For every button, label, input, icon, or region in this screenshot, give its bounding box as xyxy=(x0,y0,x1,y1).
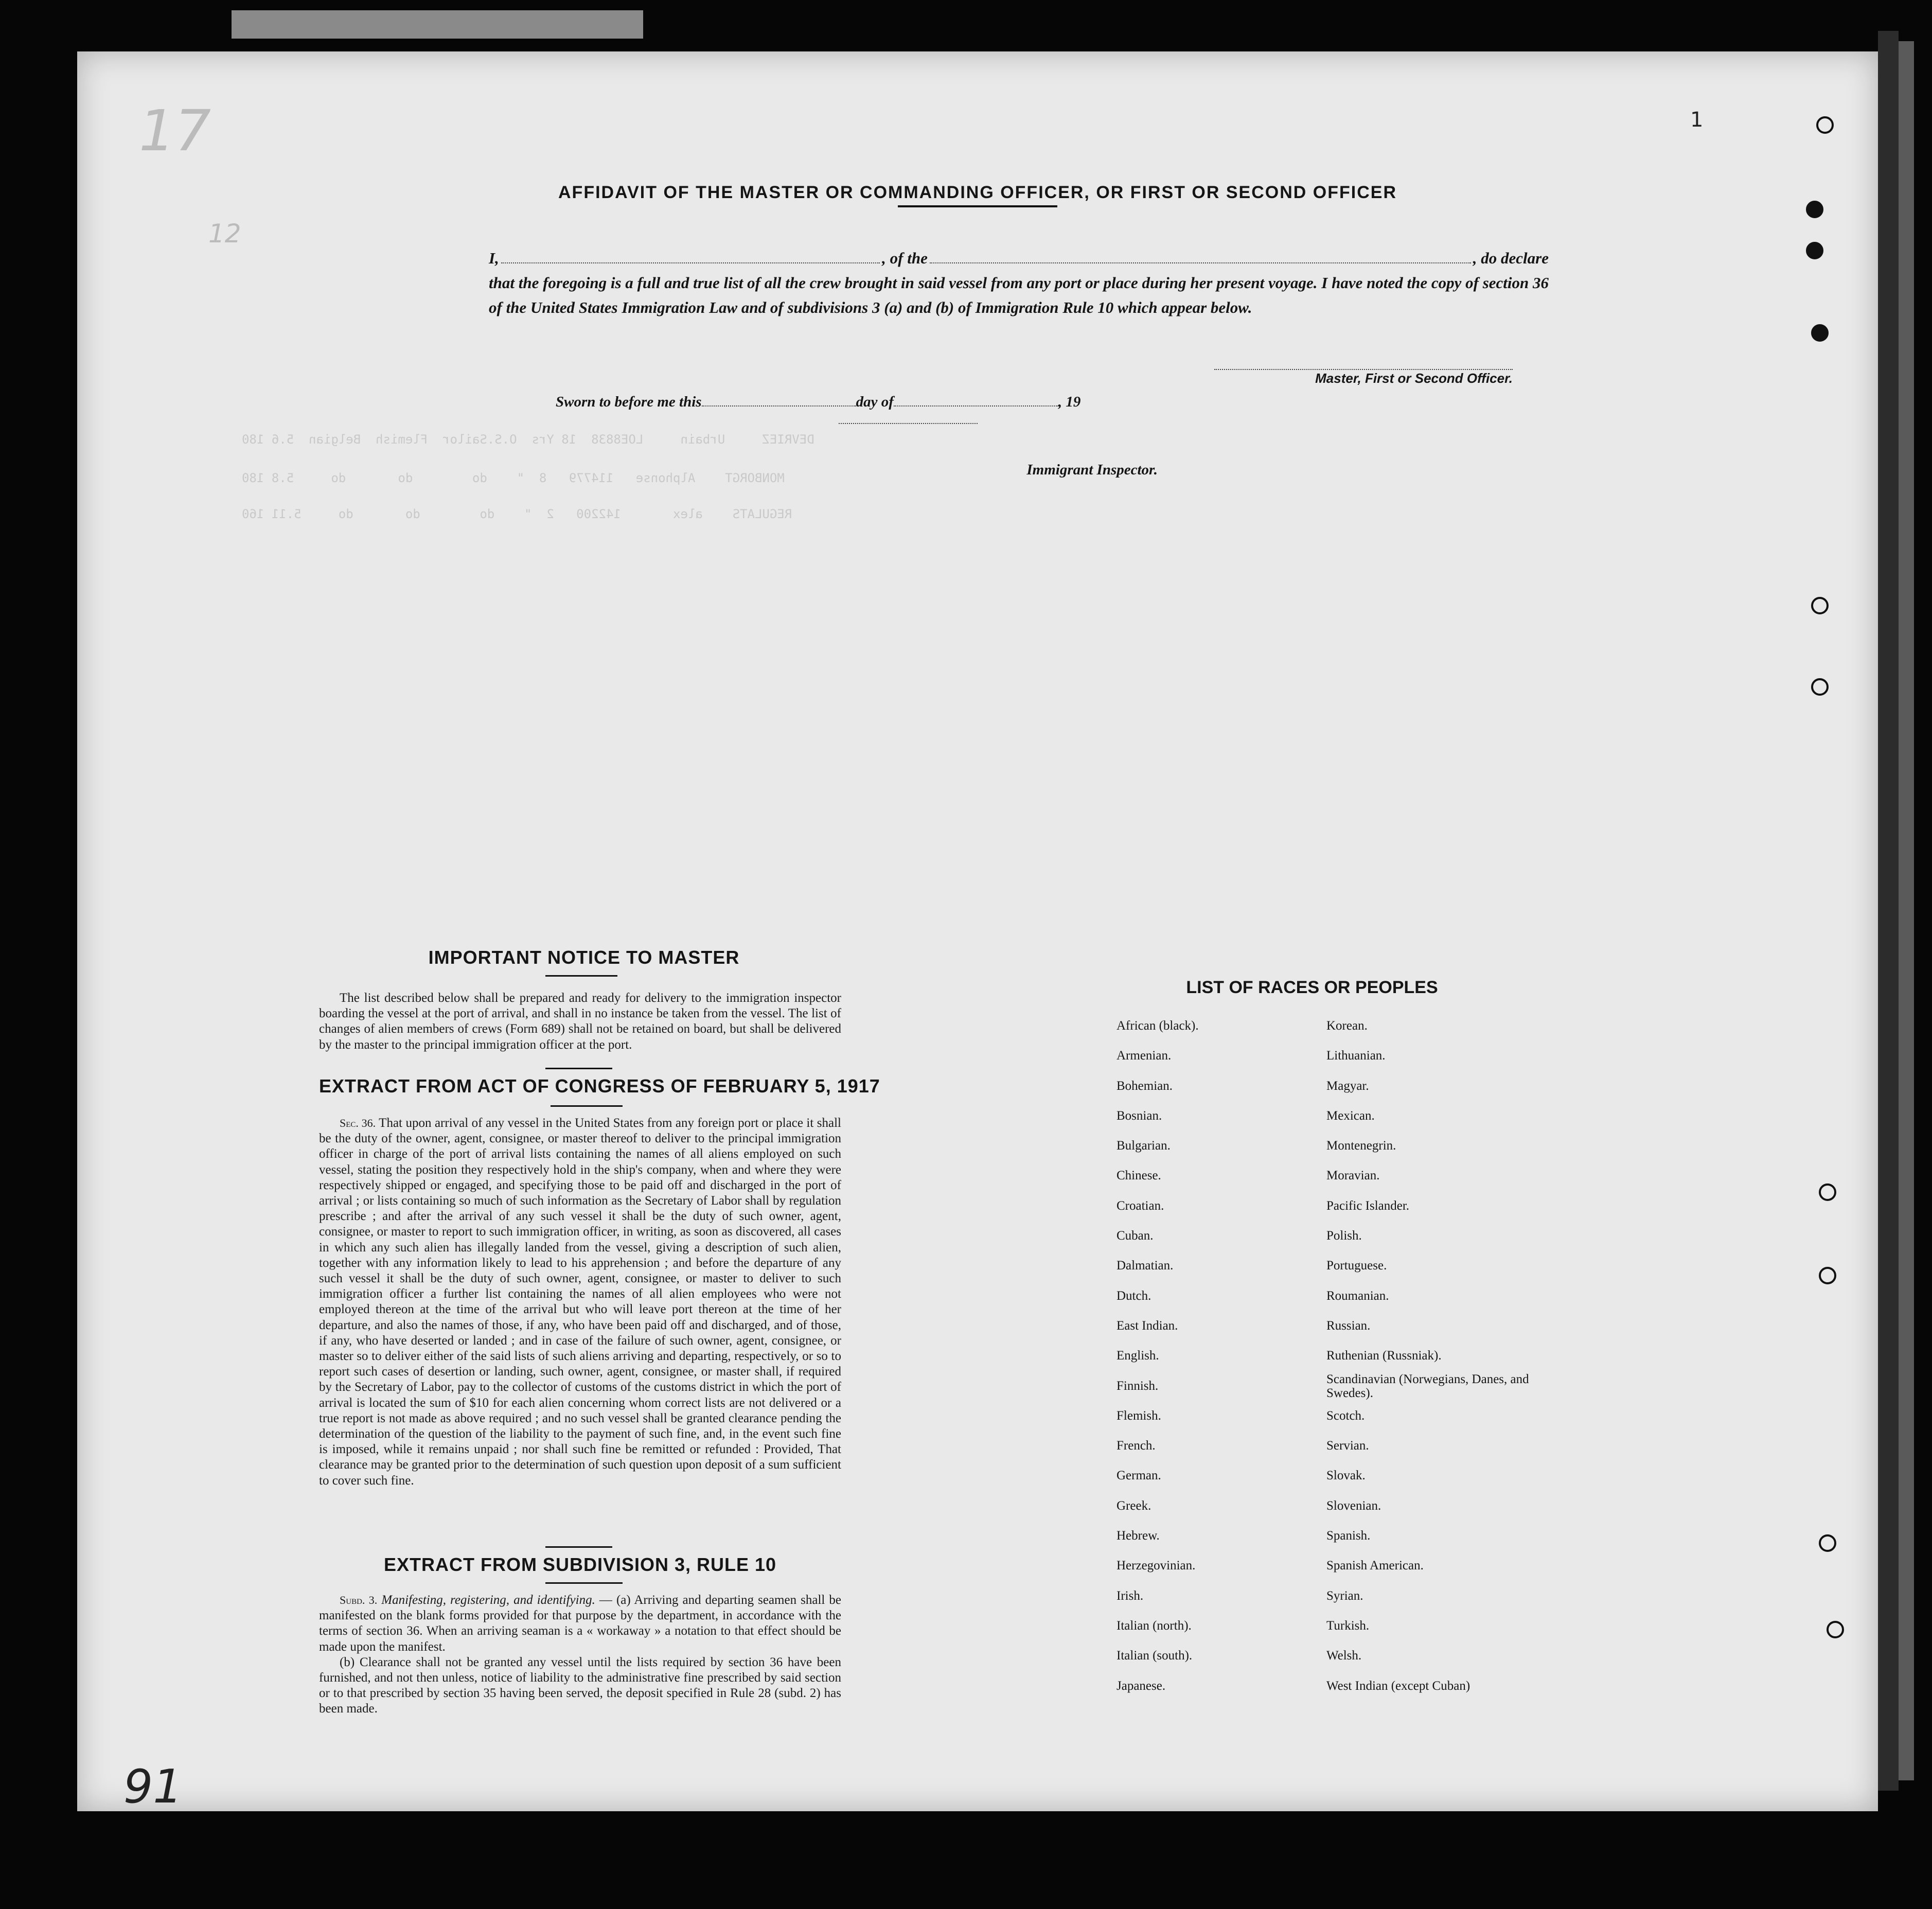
rule-title: EXTRACT FROM SUBDIVISION 3, RULE 10 xyxy=(383,1554,777,1575)
race-item: Bosnian. xyxy=(1116,1108,1162,1123)
master-signature-line[interactable] xyxy=(1214,369,1513,370)
race-item: Bohemian. xyxy=(1116,1079,1173,1093)
race-item: Chinese. xyxy=(1116,1169,1161,1183)
race-item: Roumanian. xyxy=(1326,1288,1389,1303)
affidavit-text: that the foregoing is a full and true list of all the crew brought in said vessel from any port or place during her present voyage. I have noted the copy of section 36 of the United States Immigration Law and of subdivisions 3 (a) and (b) of Immigration Rule 10 which appear below. xyxy=(489,274,1549,316)
race-item: Magyar. xyxy=(1326,1079,1369,1093)
races-left-column xyxy=(1116,1011,1333,1701)
binder-hole-icon xyxy=(1806,201,1823,218)
affidavit-line1-start: I, xyxy=(489,249,499,267)
page-edge xyxy=(1878,31,1899,1791)
affidavit-title: AFFIDAVIT OF THE MASTER OR COMMANDING OFFICER, OR FIRST OR SECOND OFFICER xyxy=(558,183,1397,202)
race-item: Montenegrin. xyxy=(1326,1139,1396,1153)
race-item: Armenian. xyxy=(1116,1049,1172,1063)
race-item: Cuban. xyxy=(1116,1229,1154,1243)
sworn-text-2: day of xyxy=(856,394,894,410)
binder-hole-icon xyxy=(1806,242,1823,259)
affidavit-line1-end: , do declare xyxy=(1473,249,1549,267)
binder-hole-icon xyxy=(1816,116,1834,134)
race-item: Dalmatian. xyxy=(1116,1259,1174,1273)
races-title: LIST OF RACES OR PEOPLES xyxy=(1186,978,1438,997)
race-item: Syrian. xyxy=(1326,1588,1363,1603)
section-label: Sec. 36. xyxy=(340,1117,376,1129)
divider xyxy=(545,1068,612,1069)
race-item: Servian. xyxy=(1326,1439,1369,1453)
binder-hole-icon xyxy=(1811,597,1829,614)
notice-paragraph: The list described below shall be prepared and ready for delivery to the immigration inspector boarding the vessel at the port of arrival, and shall in no instance be taken from the vessel. The list of changes of alien members of crews (Form 689) shall not be retained on board, but shall be delivered by the master to the principal immigration officer at the port. xyxy=(319,991,841,1052)
race-item: Moravian. xyxy=(1326,1169,1380,1183)
race-item: Lithuanian. xyxy=(1326,1049,1386,1063)
name-blank-field[interactable] xyxy=(501,249,880,263)
page-edge xyxy=(1899,41,1914,1780)
notice-title-underline xyxy=(545,975,617,977)
bleed-through-text: MONBORGT Alphonse 114779 8 " do do do 5.8 180 xyxy=(242,471,785,485)
race-item: Polish. xyxy=(1326,1229,1362,1243)
race-item: Dutch. xyxy=(1116,1288,1151,1303)
divider xyxy=(545,1546,612,1548)
act-title-underline xyxy=(551,1105,623,1107)
race-item: Flemish. xyxy=(1116,1408,1161,1423)
race-item: Scotch. xyxy=(1326,1408,1365,1423)
race-item: Spanish American. xyxy=(1326,1559,1424,1573)
act-title: EXTRACT FROM ACT OF CONGRESS OF FEBRUARY 5, 1917 xyxy=(319,1075,880,1097)
notice-title: IMPORTANT NOTICE TO MASTER xyxy=(428,947,740,968)
race-item: Bulgarian. xyxy=(1116,1139,1171,1153)
race-item: Portuguese. xyxy=(1326,1259,1387,1273)
race-item: West Indian (except Cuban) xyxy=(1326,1678,1470,1693)
rule-paragraph-b: (b) Clearance shall not be granted any vessel until the lists required by section 36 have been furnished, and not then unless, notice of liability to the administrative fine prescribed by said section or to that prescribed by section 35 having been served, the deposit specified in Rule 28 (subd. 2) has been made. xyxy=(319,1655,841,1716)
race-item: Croatian. xyxy=(1116,1198,1164,1213)
race-item: African (black). xyxy=(1116,1019,1199,1033)
race-item: Herzegovinian. xyxy=(1116,1559,1196,1573)
binder-hole-icon xyxy=(1811,678,1829,696)
rule-paragraph-a: — (a) Arriving and departing seamen shall be manifested on the blank forms provided for that purpose by the department, in accordance with the terms of section 36. When an arriving seaman is a « workaway » a notation to that effect should be made upon the manifest. xyxy=(319,1593,842,1654)
handwritten-folio-number: 17 xyxy=(139,98,211,164)
act-paragraph: That upon arrival of any vessel in the United States from any foreign port or place it shall be the duty of the owner, agent, consignee, or master thereof to deliver to the principal immigration officer in charge of the port of arrival lists containing the names of all aliens employed on such vessel, stating the position they respectively hold in the ship's company, when and where they were respectively shipped or engaged, and specifying those to be paid off and discharged in the port of arrival ; or lists containing so much of such information as the Secretary of Labor shall by regulation prescribe ; and after the arrival of any such vessel it shall be the duty of such owner, agent, consignee, or master to report to such immigration officer, in writing, as soon as discovered, all cases in which any such alien has illegally landed from the vessel, giving a description of such alien, together with any information likely to lead to his apprehension ; and before the departure of any such vessel it shall be the duty of such owner, agent, consignee, or master to deliver to such immigration officer a further list containing the names of all alien employees who were not employed thereon at the time of the arrival but who will leave port thereon at the time of her departure, and also the names of those, if any, who have been paid off and discharged, and of those, if any, who have deserted or landed ; and in case of the failure of such owner, agent, consignee, or master so to deliver either of the said lists of such aliens arriving and departing, respectively, or so to report such cases of desertion or landing, such owner, agent, consignee, or master shall, if required by the Secretary of Labor, pay to the collector of customs of the customs district in which the port of arrival is located the sum of $10 for each alien concerning whom correct lists are not delivered or a true report is not made as above required ; and no such vessel shall be granted clearance pending the determination of the question of the liability to the payment of such fine, and, in the event such fine is imposed, while it remains unpaid ; nor shall such fine be remitted or refunded : Provided, That clearance may be granted prior to the determination of such question upon deposit of a sum sufficient to cover such fine. xyxy=(319,1116,841,1488)
binder-hole-icon xyxy=(1819,1183,1836,1201)
sworn-text-3: , 19 xyxy=(1058,394,1081,410)
races-right-column xyxy=(1326,1011,1543,1701)
race-item: East Indian. xyxy=(1116,1318,1178,1333)
rule-text xyxy=(319,1593,841,1717)
binder-hole-icon xyxy=(1811,324,1829,342)
race-item: Ruthenian (Russniak). xyxy=(1326,1349,1442,1363)
race-item: Scandinavian (Norwegians, Danes, and Swedes). xyxy=(1326,1372,1529,1400)
sworn-text-1: Sworn to before me this xyxy=(556,394,702,410)
sworn-month-blank[interactable] xyxy=(894,405,1058,406)
race-item: French. xyxy=(1116,1439,1156,1453)
race-item: Slovak. xyxy=(1326,1469,1366,1483)
title-underline xyxy=(898,205,1057,207)
inspector-label: Immigrant Inspector. xyxy=(1026,462,1158,478)
subd-heading: Manifesting, registering, and identifying. xyxy=(381,1593,595,1607)
race-item: Spanish. xyxy=(1326,1529,1371,1543)
race-item: Mexican. xyxy=(1326,1108,1375,1123)
bleed-through-text: REGULATS alex 142200 2 " do do do 5.11 160 xyxy=(242,507,792,521)
binder-hole-icon xyxy=(1819,1267,1836,1284)
bleed-through-text: DEVRIEZ Urbain LOE8838 18 Yrs O.S.Sailor Flemish Belgian 5.6 180 xyxy=(242,432,814,447)
race-item: Japanese. xyxy=(1116,1678,1166,1693)
binder-hole-icon xyxy=(1827,1621,1844,1638)
race-item: Turkish. xyxy=(1326,1618,1370,1633)
race-item: Hebrew. xyxy=(1116,1529,1160,1543)
race-item: Russian. xyxy=(1326,1318,1371,1333)
rule-title-underline xyxy=(545,1582,623,1584)
race-item: Irish. xyxy=(1116,1588,1144,1603)
race-item: Italian (north). xyxy=(1116,1618,1192,1633)
binder-hole-icon xyxy=(1819,1534,1836,1552)
race-item: Korean. xyxy=(1326,1019,1368,1033)
race-item: German. xyxy=(1116,1469,1161,1483)
act-text xyxy=(319,1116,841,1489)
handwritten-mark: 1 xyxy=(1690,108,1704,132)
race-item: Pacific Islander. xyxy=(1326,1198,1410,1213)
affidavit-declaration xyxy=(489,246,1549,320)
affidavit-line1-mid: , of the xyxy=(882,249,928,267)
handwritten-number: 12 xyxy=(208,219,241,249)
notice-text xyxy=(319,991,841,1053)
race-item: English. xyxy=(1116,1349,1159,1363)
race-item: Italian (south). xyxy=(1116,1649,1193,1663)
document-page xyxy=(77,51,1878,1814)
race-item: Welsh. xyxy=(1326,1649,1362,1663)
inspector-signature-line[interactable] xyxy=(839,423,978,424)
subd-label: Subd. 3. xyxy=(340,1594,378,1606)
vessel-blank-field[interactable] xyxy=(930,249,1471,263)
race-item: Finnish. xyxy=(1116,1378,1159,1393)
sworn-statement xyxy=(556,394,1276,411)
master-signature-label: Master, First or Second Officer. xyxy=(1315,370,1513,386)
race-item: Greek. xyxy=(1116,1498,1151,1513)
sworn-day-blank[interactable] xyxy=(702,405,856,406)
race-item: Slovenian. xyxy=(1326,1498,1381,1513)
handwritten-page-number: 91 xyxy=(123,1760,183,1814)
scan-top-strip xyxy=(232,10,643,39)
